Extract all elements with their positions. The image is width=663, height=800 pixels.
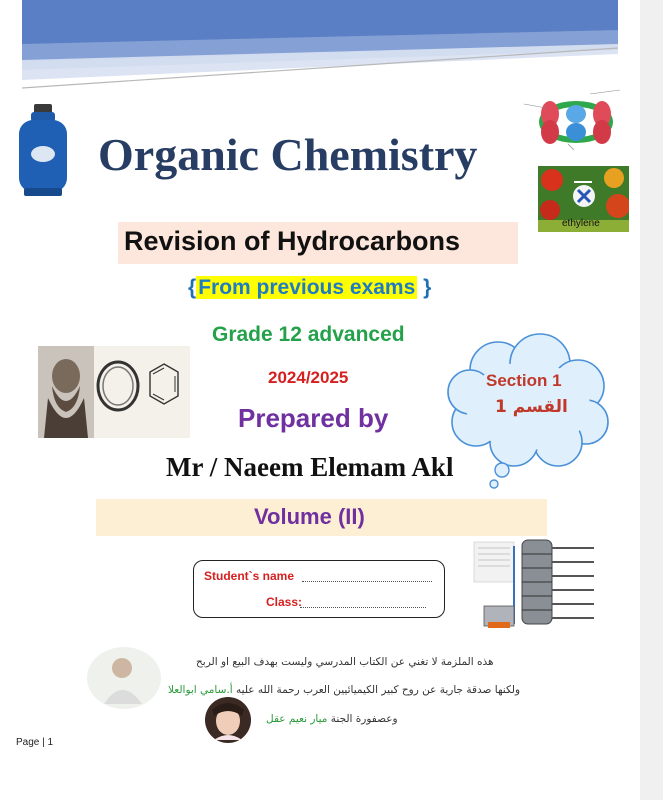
section-label: Section 1 — [486, 371, 562, 390]
fractional-distillation-image — [470, 536, 628, 632]
dedication-line — [168, 684, 520, 696]
section-label-arabic: القسم 1 — [495, 397, 568, 417]
prepared-by-label: Prepared by — [238, 403, 389, 433]
dedication-name: أ.سامي ابوالعلا — [168, 684, 233, 696]
page-title: Organic Chemistry — [98, 129, 478, 180]
volume-banner — [96, 499, 547, 536]
ethylene-image — [538, 166, 629, 232]
exams-brace-open: { — [188, 276, 197, 299]
gas-cylinder-image — [14, 102, 72, 198]
subtitle: Revision of Hydrocarbons — [124, 226, 461, 256]
ethylene-caption: ethylene — [562, 218, 600, 229]
dedication-text: ولكنها صدقة جارية عن روح كبير الكيميائيين العرب رحمة الله عليه — [236, 684, 521, 696]
exams-text: From previous exams — [198, 276, 416, 299]
memorial-line — [266, 713, 398, 725]
grade-label: Grade 12 advanced — [212, 323, 405, 346]
page-label: Page — [16, 737, 40, 748]
class-label: Class: — [266, 595, 303, 609]
page-footer — [16, 737, 53, 748]
kekule-benzene-image — [38, 346, 190, 438]
page-separator: | — [42, 737, 45, 748]
academic-year: 2024/2025 — [268, 368, 349, 387]
class-field — [300, 597, 426, 608]
memorial-name: ميار نعيم عقل — [266, 713, 328, 725]
pi-bond-orbital-image — [520, 84, 628, 154]
exams-note — [188, 276, 431, 300]
author-name: Mr / Naeem Elemam Akl — [166, 452, 454, 482]
disclaimer-line: هذه الملزمة لا تغني عن الكتاب المدرسي وليست بهدف البيع او الربح — [196, 656, 494, 668]
volume-label: Volume (II) — [254, 504, 365, 529]
student-name-field — [302, 571, 432, 582]
subtitle-banner — [118, 222, 518, 264]
page-number: 1 — [47, 737, 54, 748]
exams-brace-close: } — [423, 276, 432, 299]
header-banner — [0, 0, 640, 95]
child-portrait-photo — [202, 696, 254, 744]
memorial-text: وعصفورة الجنة — [330, 713, 398, 725]
teacher-portrait-photo — [86, 646, 162, 710]
student-name-label: Student`s name — [204, 569, 295, 583]
student-info-box — [193, 560, 445, 618]
